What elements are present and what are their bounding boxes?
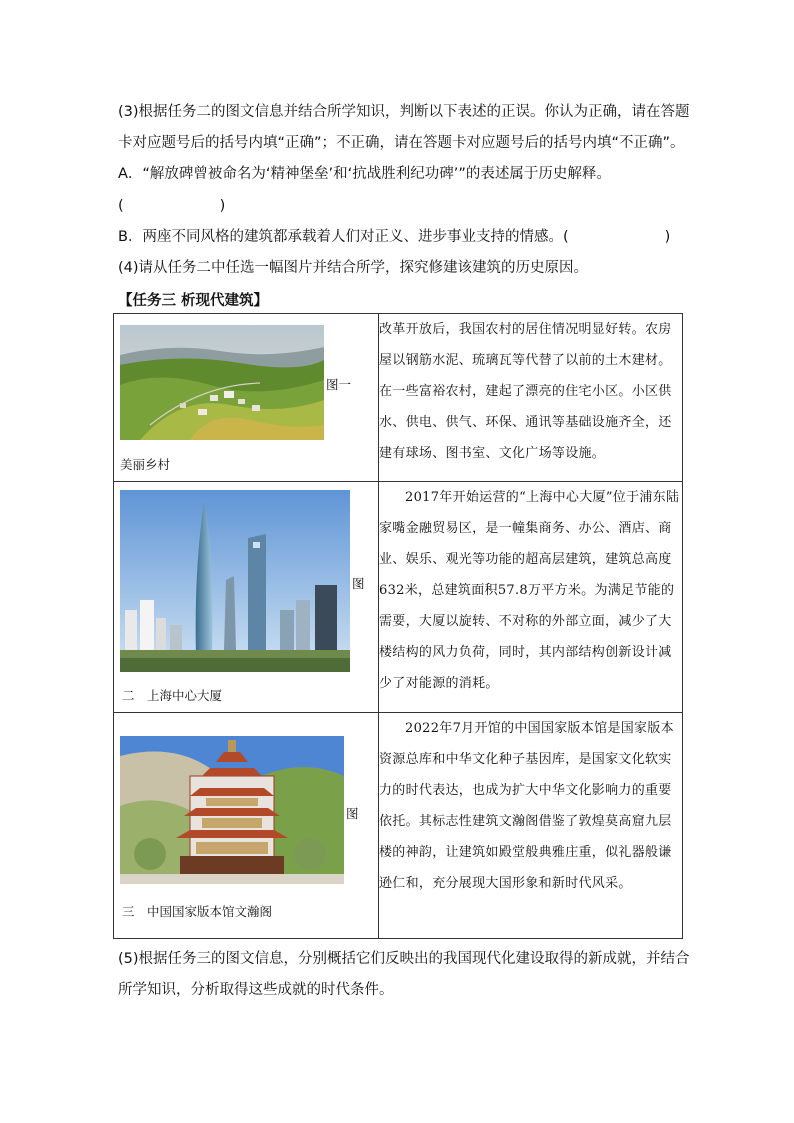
wenhan-pavilion-photo [120,736,344,884]
figure-label: 图 [346,806,359,821]
table-row [114,482,683,713]
figure-caption: 美丽乡村 [120,457,171,472]
description-text: 2022年7月开馆的中国国家版本馆是国家版本资源总库和中华文化种子基因库，是国家文化软实力的时代表达，也成为扩大中华文化影响力的重要依托。其标志性建筑文瀚阁借鉴了敦煌莫高窟九层楼的神韵，让建筑如殿堂般典雅庄重，似礼器般谦逊仁和，充分展现大国形象和新时代风采。 [379,721,674,891]
description-text: 2017年开始运营的“上海中心大厦”位于浦东陆家嘴金融贸易区，是一幢集商务、办公、酒店、商业、娱乐、观光等功能的超高层建筑，建筑总高度632米，总建筑面积57.8万平方米。为满足节能的需要，大厦以旋转、不对称的外部立面，减少了大楼结构的风力负荷，同时，其内部结构创新设计减少了对能源的消耗。 [379,490,680,691]
q5-question-line1: (5)根据任务三的图文信息，分别概括它们反映出的我国现代化建设取得的新成就，并结合 [118,951,690,967]
figure-label: 图 [352,576,365,591]
figure-caption: 三 中国国家版本馆文瀚阁 [122,904,273,919]
q3-statement-a: A．“解放碑曾被命名为‘精神堡垒’和‘抗战胜利纪功碑’”的表述属于历史解释。 [118,166,611,182]
village-photo [120,325,324,440]
image-cell [114,713,379,939]
q3-answer-a [118,196,225,216]
figure-label: 图一 [326,377,352,392]
task3-title: 【任务三 析现代建筑】 [118,293,269,309]
q3-instruction-line1: (3)根据任务二的图文信息并结合所学知识，判断以下表述的正误。你认为正确，请在答题 [118,104,690,120]
q3-statement-b [118,227,670,247]
q5-question-line2: 所学知识，分析取得这些成就的时代条件。 [118,982,394,998]
paren-open: ( [118,198,124,214]
q4-question: (4)请从任务二中任选一幅图片并结合所学，探究修建该建筑的历史原因。 [118,260,589,276]
description-text: 改革开放后，我国农村的居住情况明显好转。农房屋以钢筋水泥、琉璃瓦等代替了以前的土木建材。在一些富裕农村，建起了漂亮的住宅小区。小区供水、供电、供气、环保、通讯等基础设施齐全，还建有球场、图书室、文化广场等设施。 [379,322,672,461]
task3-table [113,313,683,939]
paren-close: ) [219,198,226,214]
q3b-text: B．两座不同风格的建筑都承载着人们对正义、进步事业支持的情感。( [118,229,569,245]
shanghai-tower-photo [120,490,350,672]
text-cell [379,314,683,482]
image-cell [114,482,379,713]
figure-caption: 二 上海中心大厦 [122,688,223,703]
text-cell [379,482,683,713]
paren-close: ) [664,229,671,245]
q3-instruction-line2: 卡对应题号后的括号内填“正确”；不正确，请在答题卡对应题号后的括号内填“不正确”。 [118,135,685,151]
text-cell [379,713,683,939]
image-cell [114,314,379,482]
table-row [114,314,683,482]
table-row [114,713,683,939]
